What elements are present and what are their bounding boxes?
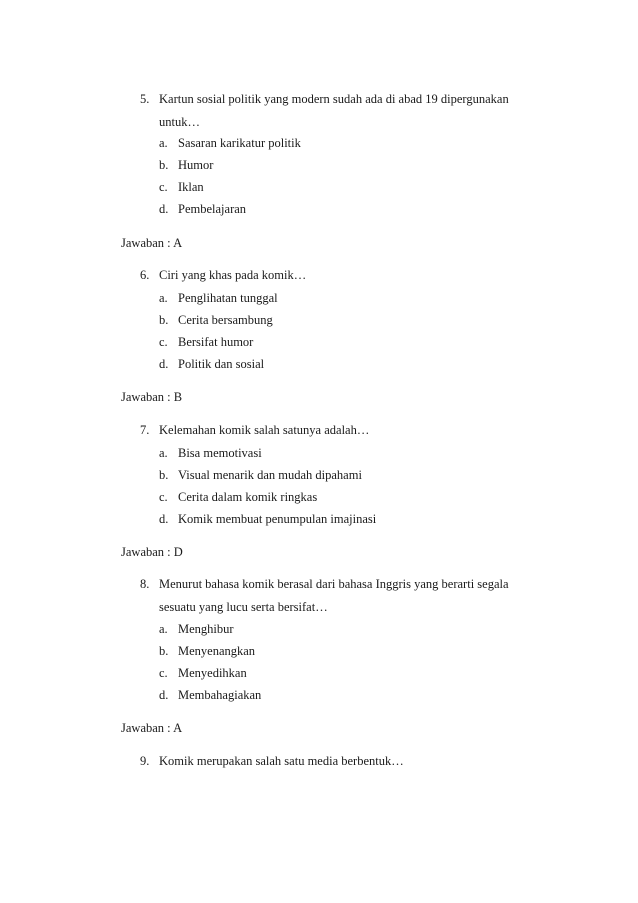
question-text: Komik merupakan salah satu media berbentuk… [159, 754, 404, 768]
option-6a: a. Penglihatan tunggal [159, 291, 278, 305]
question-7 [140, 423, 369, 438]
question-text: Ciri yang khas pada komik… [159, 268, 307, 282]
question-5 [140, 92, 509, 107]
option-8d: d. Membahagiakan [159, 688, 262, 702]
question-number: 6. [140, 268, 150, 282]
option-7d: d. Komik membuat penumpulan imajinasi [159, 512, 377, 526]
question-number: 5. [140, 92, 150, 106]
answer-6: Jawaban : B [121, 390, 183, 404]
option-7b: b. Visual menarik dan mudah dipahami [159, 468, 362, 482]
option-6b: b. Cerita bersambung [159, 313, 273, 327]
option-5d: d. Pembelajaran [159, 202, 247, 216]
option-8c: c. Menyedihkan [159, 666, 247, 680]
question-6 [140, 268, 306, 283]
question-8-continuation: sesuatu yang lucu serta bersifat… [159, 600, 328, 614]
option-7a: a. Bisa memotivasi [159, 446, 262, 460]
question-number: 9. [140, 754, 150, 768]
option-5b: b. Humor [159, 158, 214, 172]
answer-7: Jawaban : D [121, 545, 183, 559]
question-text: Menurut bahasa komik berasal dari bahasa Inggris yang berarti segala [159, 577, 509, 591]
question-9 [140, 754, 404, 769]
option-7c: c. Cerita dalam komik ringkas [159, 490, 318, 504]
question-text: Kelemahan komik salah satunya adalah… [159, 423, 370, 437]
question-5-continuation: untuk… [159, 115, 200, 129]
answer-8: Jawaban : A [121, 721, 183, 735]
answer-5: Jawaban : A [121, 236, 183, 250]
question-8 [140, 577, 509, 592]
option-5c: c. Iklan [159, 180, 204, 194]
option-6d: d. Politik dan sosial [159, 357, 265, 371]
option-5a: a. Sasaran karikatur politik [159, 136, 301, 150]
question-number: 8. [140, 577, 150, 591]
option-8b: b. Menyenangkan [159, 644, 256, 658]
option-6c: c. Bersifat humor [159, 335, 254, 349]
question-text: Kartun sosial politik yang modern sudah ada di abad 19 dipergunakan [159, 92, 509, 106]
question-number: 7. [140, 423, 150, 437]
option-8a: a. Menghibur [159, 622, 234, 636]
